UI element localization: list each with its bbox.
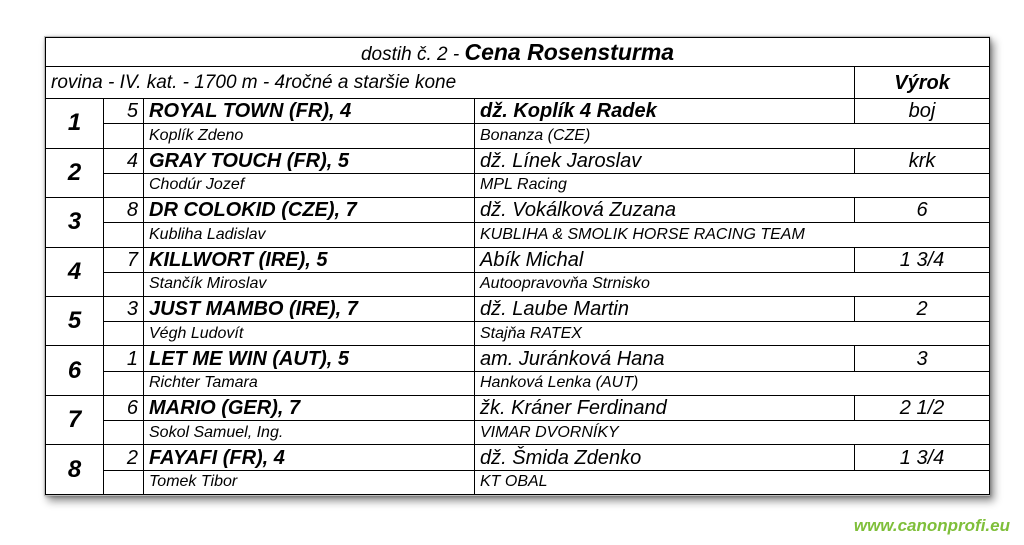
result-subrow xyxy=(46,124,990,148)
place-cell: 5 xyxy=(46,296,104,345)
empty-cell xyxy=(104,470,144,494)
result-row xyxy=(46,445,990,470)
trainer-name: Végh Ludovít xyxy=(144,322,475,346)
result-row xyxy=(46,247,990,272)
race-conditions-row xyxy=(46,67,990,99)
horse-name: JUST MAMBO (IRE), 7 xyxy=(144,296,475,321)
place-cell: 3 xyxy=(46,198,104,247)
empty-cell xyxy=(104,371,144,395)
horse-name: DR COLOKID (CZE), 7 xyxy=(144,198,475,223)
margin-value: boj xyxy=(855,99,990,124)
result-row xyxy=(46,346,990,371)
jockey-name: am. Juránková Hana xyxy=(475,346,855,371)
horse-name: LET ME WIN (AUT), 5 xyxy=(144,346,475,371)
start-number: 8 xyxy=(104,198,144,223)
empty-cell xyxy=(104,173,144,197)
jockey-name: Abík Michal xyxy=(475,247,855,272)
empty-cell xyxy=(104,272,144,296)
place-cell: 2 xyxy=(46,148,104,197)
owner-name: VIMAR DVORNÍKY xyxy=(475,421,990,445)
margin-value: 2 xyxy=(855,296,990,321)
race-title-row xyxy=(46,38,990,67)
horse-name: GRAY TOUCH (FR), 5 xyxy=(144,148,475,173)
jockey-name: dž. Laube Martin xyxy=(475,296,855,321)
watermark: www.canonprofi.eu xyxy=(853,516,1010,535)
result-subrow xyxy=(46,371,990,395)
result-row xyxy=(46,99,990,124)
jockey-name: dž. Šmida Zdenko xyxy=(475,445,855,470)
results-card xyxy=(44,36,990,496)
result-row xyxy=(46,198,990,223)
owner-name: KUBLIHA & SMOLIK HORSE RACING TEAM xyxy=(475,223,990,247)
race-name: Cena Rosensturma xyxy=(464,38,675,65)
start-number: 5 xyxy=(104,99,144,124)
margin-value: 2 1/2 xyxy=(855,395,990,420)
owner-name: Hanková Lenka (AUT) xyxy=(475,371,990,395)
place-cell: 4 xyxy=(46,247,104,296)
trainer-name: Sokol Samuel, Ing. xyxy=(144,421,475,445)
race-prefix: dostih č. 2 - xyxy=(360,43,460,65)
start-number: 3 xyxy=(104,296,144,321)
margin-value: krk xyxy=(855,148,990,173)
margin-value: 1 3/4 xyxy=(855,445,990,470)
trainer-name: Koplík Zdeno xyxy=(144,124,475,148)
horse-name: KILLWORT (IRE), 5 xyxy=(144,247,475,272)
start-number: 7 xyxy=(104,247,144,272)
empty-cell xyxy=(104,223,144,247)
result-row xyxy=(46,395,990,420)
jockey-name: dž. Vokálková Zuzana xyxy=(475,198,855,223)
start-number: 4 xyxy=(104,148,144,173)
jockey-name: žk. Kráner Ferdinand xyxy=(475,395,855,420)
place-cell: 8 xyxy=(46,445,104,495)
horse-name: FAYAFI (FR), 4 xyxy=(144,445,475,470)
race-title xyxy=(46,38,990,67)
result-row xyxy=(46,148,990,173)
result-header: Výrok xyxy=(855,67,990,99)
owner-name: KT OBAL xyxy=(475,470,990,494)
result-subrow xyxy=(46,421,990,445)
race-conditions: rovina - IV. kat. - 1700 m - 4ročné a staršie kone xyxy=(46,67,855,99)
horse-name: ROYAL TOWN (FR), 4 xyxy=(144,99,475,124)
jockey-name: dž. Koplík 4 Radek xyxy=(475,99,855,124)
result-subrow xyxy=(46,470,990,494)
trainer-name: Stančík Miroslav xyxy=(144,272,475,296)
owner-name: MPL Racing xyxy=(475,173,990,197)
owner-name: Stajňa RATEX xyxy=(475,322,990,346)
result-subrow xyxy=(46,173,990,197)
margin-value: 6 xyxy=(855,198,990,223)
result-subrow xyxy=(46,272,990,296)
margin-value: 3 xyxy=(855,346,990,371)
trainer-name: Kubliha Ladislav xyxy=(144,223,475,247)
jockey-name: dž. Línek Jaroslav xyxy=(475,148,855,173)
result-subrow xyxy=(46,223,990,247)
owner-name: Autoopravovňa Strnisko xyxy=(475,272,990,296)
place-cell: 1 xyxy=(46,99,104,148)
empty-cell xyxy=(104,421,144,445)
empty-cell xyxy=(104,322,144,346)
trainer-name: Tomek Tibor xyxy=(144,470,475,494)
race-results-table xyxy=(45,37,990,495)
trainer-name: Chodúr Jozef xyxy=(144,173,475,197)
horse-name: MARIO (GER), 7 xyxy=(144,395,475,420)
place-cell: 7 xyxy=(46,395,104,444)
start-number: 2 xyxy=(104,445,144,470)
result-subrow xyxy=(46,322,990,346)
owner-name: Bonanza (CZE) xyxy=(475,124,990,148)
start-number: 6 xyxy=(104,395,144,420)
margin-value: 1 3/4 xyxy=(855,247,990,272)
place-cell: 6 xyxy=(46,346,104,395)
empty-cell xyxy=(104,124,144,148)
start-number: 1 xyxy=(104,346,144,371)
trainer-name: Richter Tamara xyxy=(144,371,475,395)
result-row xyxy=(46,296,990,321)
